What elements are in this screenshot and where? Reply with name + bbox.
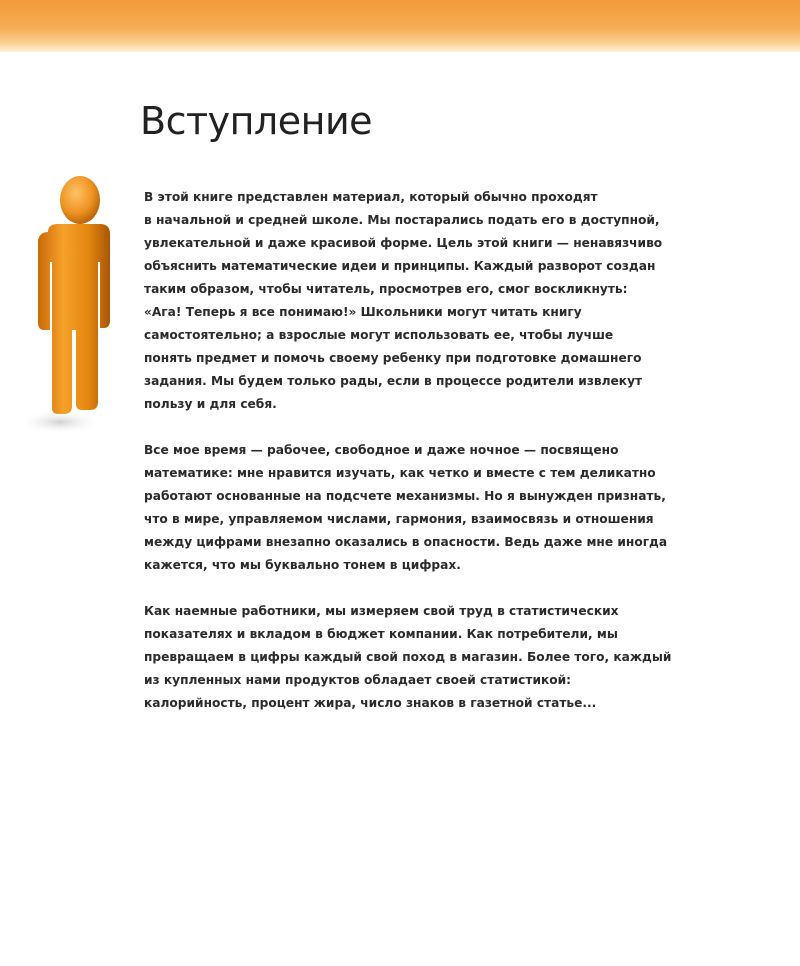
article-body [144,186,674,738]
text-line: пользу и для себя. [144,397,277,411]
text-line: таким образом, чтобы читатель, просмотрев его, смог воскликнуть: [144,282,628,296]
text-line: Как наемные работники, мы измеряем свой труд в статистических [144,604,619,618]
orange-header-band [0,0,800,52]
text-line: между цифрами внезапно оказались в опасности. Ведь даже мне иногда [144,535,668,549]
orange-person-icon [18,170,118,440]
text-line: из купленных нами продуктов обладает своей статистикой: [144,673,572,687]
text-line: Все мое время — рабочее, свободное и даже ночное — посвящено [144,443,619,457]
paragraph-1 [144,186,674,416]
text-line: в начальной и средней школе. Мы постарались подать его в доступной, [144,213,660,227]
paragraph-2 [144,439,674,577]
paragraph-3 [144,600,674,715]
text-line: увлекательной и даже красивой форме. Цель этой книги — ненавязчиво [144,236,663,250]
text-line: кажется, что мы буквально тонем в цифрах. [144,558,461,572]
text-line: задания. Мы будем только рады, если в процессе родители извлекут [144,374,643,388]
text-line: превращаем в цифры каждый свой поход в магазин. Более того, каждый [144,650,672,664]
text-line: самостоятельно; а взрослые могут использовать ее, чтобы лучше [144,328,614,342]
text-line: математике: мне нравится изучать, как четко и вместе с тем деликатно [144,466,656,480]
text-line: объяснить математические идеи и принципы. Каждый разворот создан [144,259,656,273]
page-title: Вступление [140,99,373,143]
text-line: «Ага! Теперь я все понимаю!» Школьники могут читать книгу [144,305,582,319]
text-line: что в мире, управляемом числами, гармония, взаимосвязь и отношения [144,512,654,526]
text-line: показателях и вкладом в бюджет компании. Как потребители, мы [144,627,618,641]
text-line: работают основанные на подсчете механизмы. Но я вынужден признать, [144,489,666,503]
text-line: В этой книге представлен материал, который обычно проходят [144,190,598,204]
text-line: понять предмет и помочь своему ребенку при подготовке домашнего [144,351,642,365]
text-line: калорийность, процент жира, число знаков в газетной статье... [144,696,597,710]
